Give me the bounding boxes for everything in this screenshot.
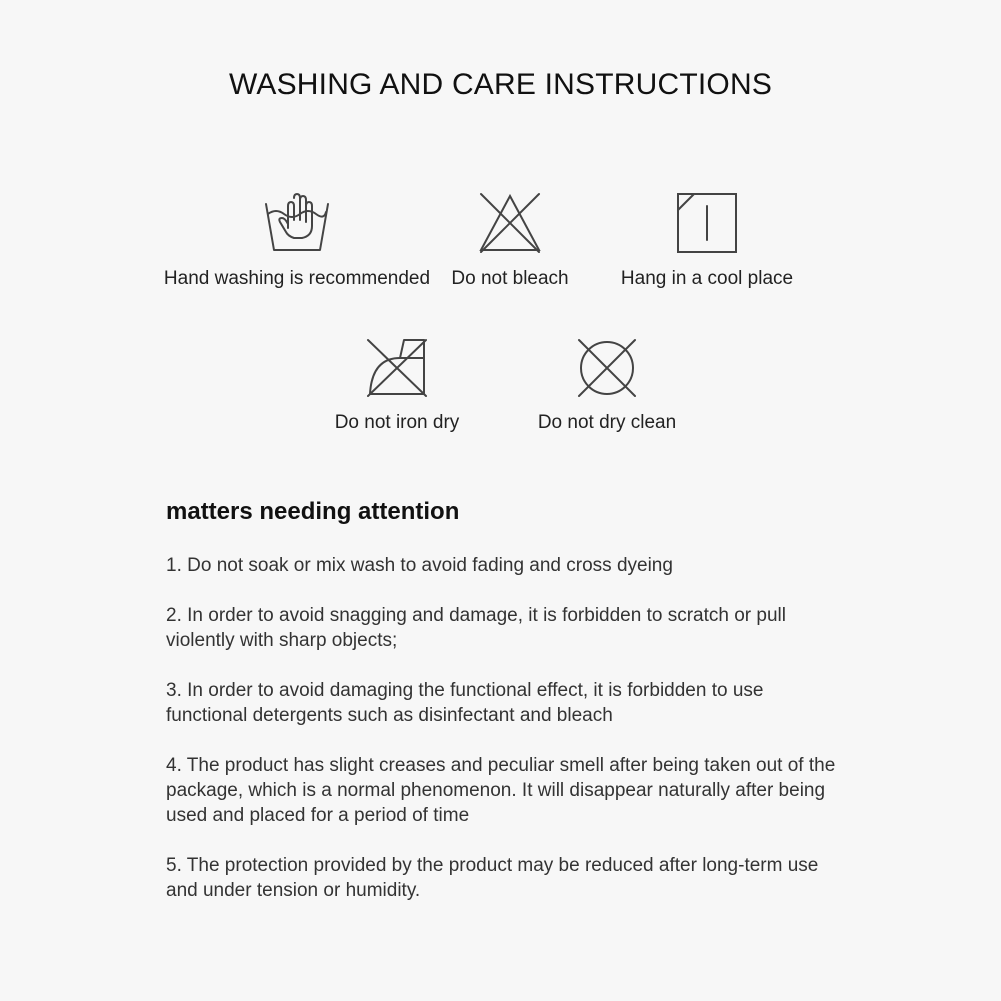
list-item: 2. In order to avoid snagging and damage, it is forbidden to scratch or pull violently with sharp objects; xyxy=(166,605,786,651)
hand-wash-icon xyxy=(262,190,332,256)
list-item: 4. The product has slight creases and peculiar smell after being taken out of the package, which is a normal phenomenon. It will disappear naturally after being used and placed for a period of time xyxy=(166,755,836,826)
care-item-line-dry-shade xyxy=(567,190,847,290)
line-dry-shade-icon xyxy=(674,190,740,256)
no-iron-icon xyxy=(364,336,430,400)
list-item: 1. Do not soak or mix wash to avoid fading and cross dyeing xyxy=(166,555,673,576)
care-label: Hang in a cool place xyxy=(620,268,794,289)
no-bleach-icon xyxy=(477,190,543,256)
page-title: WASHING AND CARE INSTRUCTIONS xyxy=(228,68,773,101)
list-item: 3. In order to avoid damaging the functional effect, it is forbidden to use functional detergents such as disinfectant and bleach xyxy=(166,680,764,726)
no-dry-clean-icon xyxy=(575,336,639,400)
care-label: Do not iron dry xyxy=(334,412,460,433)
list-item: 5. The protection provided by the product may be reduced after long-term use and under tension or humidity. xyxy=(166,855,819,901)
care-label: Do not bleach xyxy=(451,268,569,289)
care-label: Hand washing is recommended xyxy=(163,268,431,289)
care-item-no-dry-clean xyxy=(467,336,747,434)
attention-heading: matters needing attention xyxy=(166,498,460,525)
care-label: Do not dry clean xyxy=(537,412,677,433)
attention-list xyxy=(166,553,846,928)
